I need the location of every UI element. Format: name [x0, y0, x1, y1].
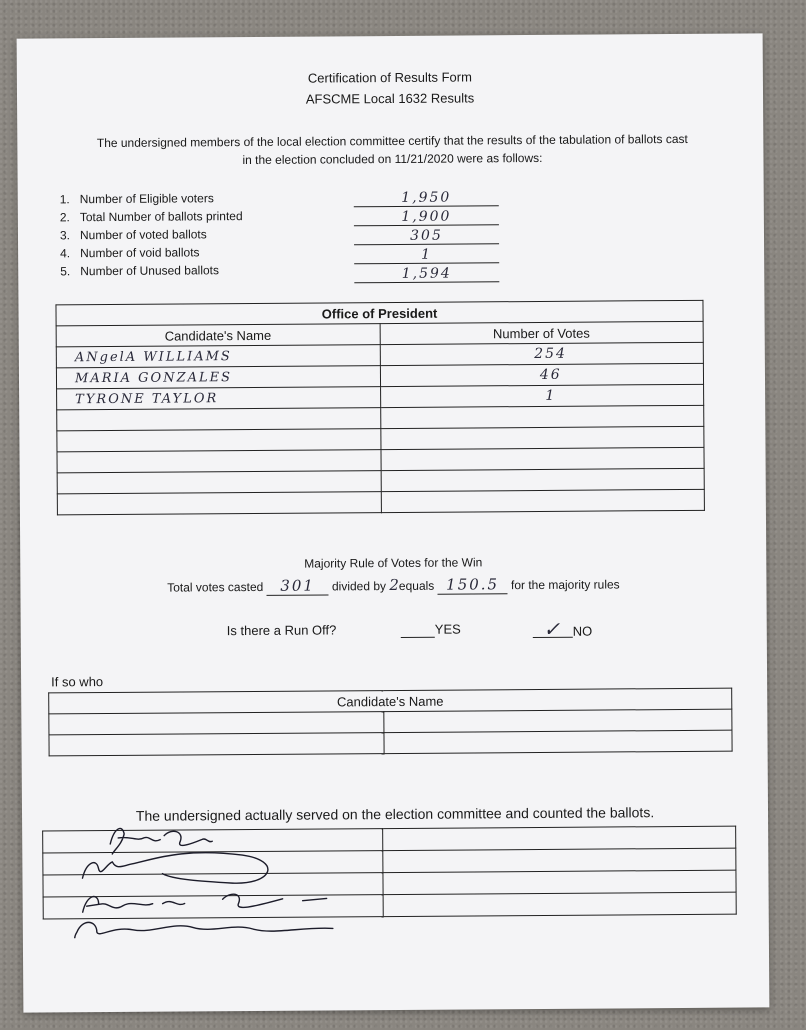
runoff-no-option: [533, 616, 593, 641]
form-title: Certification of Results Form: [307, 69, 472, 86]
count-number: 4.: [60, 246, 71, 261]
answer-line: [354, 263, 499, 283]
handwritten-value: 1,900: [401, 208, 452, 225]
count-label: Number of void ballots: [80, 245, 200, 261]
form-subtitle: AFSCME Local 1632 Results: [305, 90, 475, 107]
col-candidate-name: Candidate's Name: [56, 324, 380, 347]
president-header: Office of President: [56, 300, 703, 326]
no-label: NO: [572, 623, 593, 639]
majority-calculation: [20, 573, 766, 597]
majority-total: 301: [267, 576, 329, 595]
empty-cell: [384, 730, 732, 753]
majority-prefix: Total votes casted: [167, 579, 264, 595]
answer-line: [354, 225, 499, 245]
signature-4: [75, 921, 333, 939]
intro-line-1: The undersigned members of the local election committee certify that the results of the tabulation of ballots cast: [96, 131, 688, 151]
count-label: Number of Unused ballots: [80, 263, 220, 279]
committee-statement: The undersigned actually served on the election committee and counted the ballots.: [135, 804, 655, 824]
majority-title: Majority Rule of Votes for the Win: [304, 555, 483, 571]
count-number: 3.: [59, 228, 71, 243]
count-label: Number of voted ballots: [79, 227, 207, 243]
answer-line: [354, 187, 499, 207]
count-answers: [354, 187, 500, 283]
candidate-name: ANgelA WILLIAMS: [56, 345, 380, 368]
yes-blank: [401, 622, 435, 638]
majority-divided: divided by: [331, 579, 387, 594]
empty-cell: [381, 489, 705, 512]
col-number-of-votes: Number of Votes: [380, 321, 704, 344]
empty-cell: [57, 492, 381, 515]
yes-label: YES: [434, 621, 461, 637]
empty-cell: [49, 712, 384, 735]
intro-paragraph: [47, 130, 737, 171]
empty-cell: [382, 826, 736, 850]
empty-cell: [57, 450, 381, 473]
count-label: Total Number of ballots printed: [79, 209, 243, 225]
empty-cell: [57, 408, 381, 431]
candidate-votes: 46: [380, 363, 704, 386]
if-so-who-label: If so who: [51, 674, 104, 690]
runoff-question: Is there a Run Off?: [226, 622, 337, 639]
empty-cell: [380, 447, 704, 470]
signature-3: [83, 894, 327, 913]
handwritten-value: 1,950: [401, 189, 452, 206]
handwritten-value: 1,594: [401, 265, 452, 282]
table-row: [49, 730, 732, 756]
majority-suffix: for the majority rules: [510, 577, 620, 593]
empty-cell: [57, 471, 381, 494]
candidate-name: MARIA GONZALES: [56, 366, 380, 389]
table-row: [57, 489, 704, 515]
handwritten-value: 305: [410, 227, 443, 244]
count-number: 5.: [60, 264, 71, 279]
candidate-votes: 254: [380, 342, 704, 365]
runoff-yes-option: [401, 622, 461, 638]
committee-signatures: [52, 806, 343, 938]
empty-cell: [57, 429, 381, 452]
president-table: [55, 300, 704, 516]
majority-equals: equals: [398, 578, 435, 593]
empty-cell: [382, 848, 736, 872]
empty-cell: [380, 426, 704, 449]
empty-cell: [380, 405, 704, 428]
runoff-candidate-table: [48, 688, 732, 757]
empty-cell: [381, 468, 705, 491]
majority-result: 150.5: [438, 575, 508, 594]
count-number: 1.: [59, 192, 70, 207]
empty-cell: [383, 892, 737, 916]
majority-divisor: 2: [389, 575, 399, 595]
handwritten-value: 1: [421, 246, 433, 263]
empty-cell: [49, 733, 384, 756]
answer-line: [354, 244, 499, 264]
empty-cell: [383, 870, 737, 894]
signature-2: [82, 852, 268, 884]
candidate-name: TYRONE TAYLOR: [57, 387, 381, 410]
signature-1: [110, 828, 212, 854]
candidate-votes: 1: [380, 384, 704, 407]
col-candidate-name: Candidate's Name: [49, 688, 732, 714]
empty-cell: [383, 709, 731, 732]
no-checkmark: ✓: [533, 621, 573, 638]
intro-line-2: in the election concluded on 11/21/2020 were as follows:: [242, 150, 543, 168]
count-label: Number of Eligible voters: [79, 191, 214, 207]
answer-line: [354, 206, 499, 226]
count-number: 2.: [59, 210, 70, 225]
certification-form: [17, 33, 770, 1012]
